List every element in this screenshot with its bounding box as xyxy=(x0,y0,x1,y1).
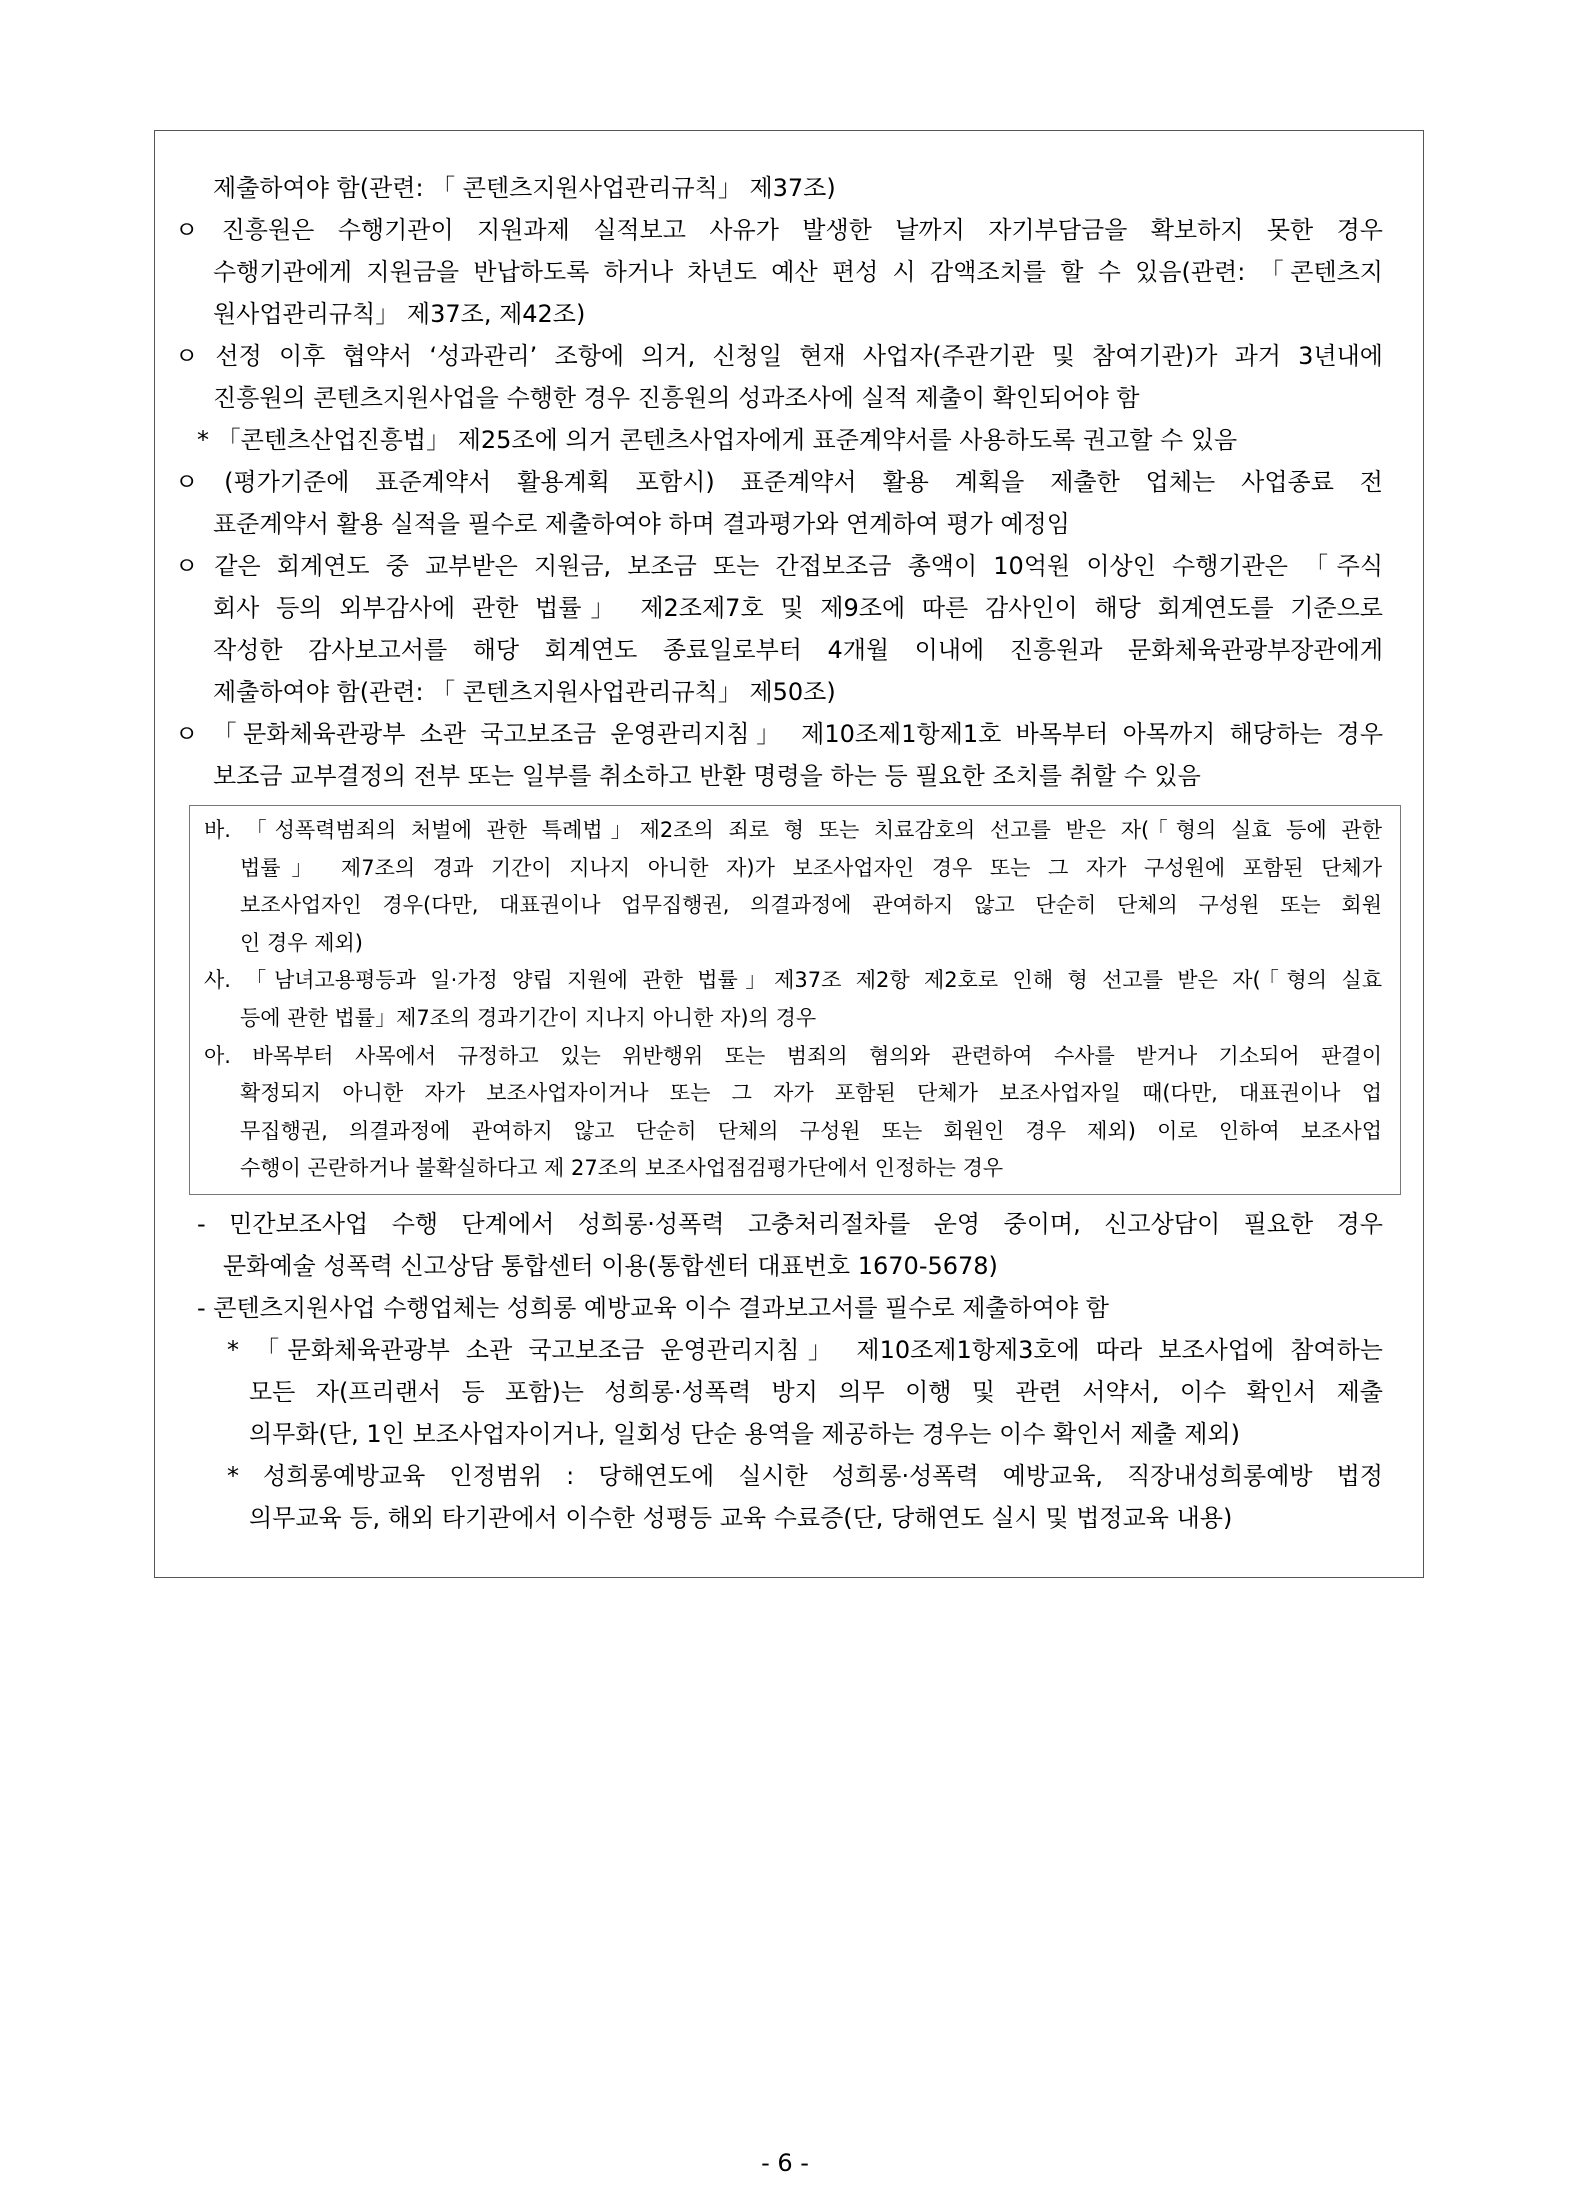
text-line: 사. 「남녀고용평등과 일·가정 양립 지원에 관한 법률」제37조 제2항 제2호로 인해 형 선고를 받은 자(「형의 실효 xyxy=(204,968,1382,993)
text-line: - 민간보조사업 수행 단계에서 성희롱·성폭력 고충처리절차를 운영 중이며, 신고상담이 필요한 경우 xyxy=(197,1209,1383,1238)
paragraph-continuation xyxy=(213,167,1383,209)
text-line: 진흥원의 콘텐츠지원사업을 수행한 경우 진흥원의 성과조사에 실적 제출이 확인되어야 함 xyxy=(213,384,1140,412)
bullet-paragraph-cont xyxy=(213,377,1383,419)
text-line: 표준계약서 활용 실적을 필수로 제출하여야 하며 결과평가와 연계하여 평가 예정임 xyxy=(213,510,1070,538)
bullet-paragraph xyxy=(175,335,1383,377)
text-line: ㅇ 같은 회계연도 중 교부받은 지원금, 보조금 또는 간접보조금 총액이 10억원 이상인 수행기관은 「주식 xyxy=(175,552,1383,580)
bullet-paragraph xyxy=(175,545,1383,587)
text-line: 의무화(단, 1인 보조사업자이거나, 일회성 단순 용역을 제공하는 경우는 이수 확인서 제출 제외) xyxy=(249,1419,1240,1448)
box-item-sa-cont xyxy=(240,1000,1382,1038)
bullet-paragraph xyxy=(175,713,1383,755)
bullet-paragraph-cont xyxy=(213,503,1383,545)
text-line: 확정되지 아니한 자가 보조사업자이거나 또는 그 자가 포함된 단체가 보조사업자일 때(다만, 대표권이나 업 xyxy=(240,1081,1382,1106)
text-line: 의무교육 등, 해외 타기관에서 이수한 성평등 교육 수료증(단, 당해연도 실시 및 법정교육 내용) xyxy=(249,1503,1233,1532)
text-line: * 성희롱예방교육 인정범위 : 당해연도에 실시한 성희롱·성폭력 예방교육, 직장내성희롱예방 법정 xyxy=(227,1461,1383,1490)
text-line: 무집행권, 의결과정에 관여하지 않고 단순히 단체의 구성원 또는 회원인 경우 제외) 이로 인하여 보조사업 xyxy=(240,1118,1382,1143)
box-item-a-cont xyxy=(240,1075,1382,1188)
text-line: 바. 「성폭력범죄의 처벌에 관한 특례법」제2조의 죄로 형 또는 치료감호의 선고를 받은 자(「형의 실효 등에 관한 xyxy=(204,818,1382,842)
text-line: * 「콘텐츠산업진흥법」 제25조에 의거 콘텐츠사업자에게 표준계약서를 사용하도록 권고할 수 있음 xyxy=(197,426,1238,454)
box-item-a xyxy=(204,1038,1382,1076)
text-line: 보조사업자인 경우(다만, 대표권이나 업무집행권, 의결과정에 관여하지 않고 단순히 단체의 구성원 또는 회원 xyxy=(240,893,1382,918)
text-line: 문화예술 성폭력 신고상담 통합센터 이용(통합센터 대표번호 1670-5678) xyxy=(223,1251,998,1280)
bullet-paragraph-cont xyxy=(213,755,1383,797)
text-line: - 콘텐츠지원사업 수행업체는 성희롱 예방교육 이수 결과보고서를 필수로 제출하여야 함 xyxy=(197,1293,1109,1322)
bullet-paragraph-cont xyxy=(213,251,1383,335)
text-line: 법률」 제7조의 경과 기간이 지나지 아니한 자)가 보조사업자인 경우 또는 그 자가 구성원에 포함된 단체가 xyxy=(240,855,1382,880)
text-line: 수행이 곤란하거나 불확실하다고 제 27조의 보조사업점검평가단에서 인정하는 경우 xyxy=(240,1156,1004,1181)
text-line: 제출하여야 함(관련: 「 콘텐츠지원사업관리규칙」 제50조) xyxy=(213,678,836,706)
bullet-paragraph xyxy=(175,209,1383,251)
bullet-paragraph xyxy=(175,461,1383,503)
text-line: 회사 등의 외부감사에 관한 법률」 제2조제7호 및 제9조에 따른 감사인이 해당 회계연도를 기준으로 xyxy=(213,594,1383,622)
dash-paragraph-cont xyxy=(223,1245,1383,1287)
content-frame xyxy=(154,130,1424,1578)
text-line: 보조금 교부결정의 전부 또는 일부를 취소하고 반환 명령을 하는 등 필요한 조치를 취할 수 있음 xyxy=(213,762,1201,790)
note-paragraph-cont xyxy=(249,1497,1383,1539)
dash-paragraph xyxy=(197,1287,1383,1329)
dash-paragraph xyxy=(197,1203,1383,1245)
text-line: 인 경우 제외) xyxy=(240,930,363,955)
box-item-ba-cont xyxy=(240,850,1382,963)
text-line: 모든 자(프리랜서 등 포함)는 성희롱·성폭력 방지 의무 이행 및 관련 서약서, 이수 확인서 제출 xyxy=(249,1377,1383,1406)
text-line: 아. 바목부터 사목에서 규정하고 있는 위반행위 또는 범죄의 혐의와 관련하여 수사를 받거나 기소되어 판결이 xyxy=(204,1043,1382,1068)
text-line: 수행기관에게 지원금을 반납하도록 하거나 차년도 예산 편성 시 감액조치를 할 수 있음(관련: 「콘텐츠지 xyxy=(213,258,1383,286)
bullet-paragraph-cont xyxy=(213,587,1383,713)
text-line: ㅇ (평가기준에 표준계약서 활용계획 포함시) 표준계약서 활용 계획을 제출한 업체는 사업종료 전 xyxy=(175,468,1383,496)
note-paragraph xyxy=(197,419,1383,461)
text-line: 원사업관리규칙」 제37조, 제42조) xyxy=(213,300,586,328)
document-body xyxy=(155,167,1423,1539)
text-line: 등에 관한 법률」제7조의 경과기간이 지나지 아니한 자)의 경우 xyxy=(240,1005,817,1030)
note-paragraph xyxy=(227,1329,1383,1371)
text-line: ㅇ 선정 이후 협약서 ‘성과관리’ 조항에 의거, 신청일 현재 사업자(주관기관 및 참여기관)가 과거 3년내에 xyxy=(175,342,1383,370)
note-paragraph xyxy=(227,1455,1383,1497)
text-line: ㅇ 「문화체육관광부 소관 국고보조금 운영관리지침」 제10조제1항제1호 바목부터 아목까지 해당하는 경우 xyxy=(175,720,1383,748)
text-line: ㅇ 진흥원은 수행기관이 지원과제 실적보고 사유가 발생한 날까지 자기부담금을 확보하지 못한 경우 xyxy=(175,216,1383,244)
text-line: * 「문화체육관광부 소관 국고보조금 운영관리지침」 제10조제1항제3호에 따라 보조사업에 참여하는 xyxy=(227,1335,1383,1364)
note-paragraph-cont xyxy=(249,1371,1383,1455)
text-line: 작성한 감사보고서를 해당 회계연도 종료일로부터 4개월 이내에 진흥원과 문화체육관광부장관에게 xyxy=(213,636,1383,664)
box-item-sa xyxy=(204,962,1382,1000)
text-line: 제출하여야 함(관련: 「 콘텐츠지원사업관리규칙」 제37조) xyxy=(213,174,836,202)
regulation-excerpt-box xyxy=(189,805,1401,1195)
page-number: - 6 - xyxy=(761,2149,809,2177)
box-item-ba xyxy=(204,812,1382,850)
